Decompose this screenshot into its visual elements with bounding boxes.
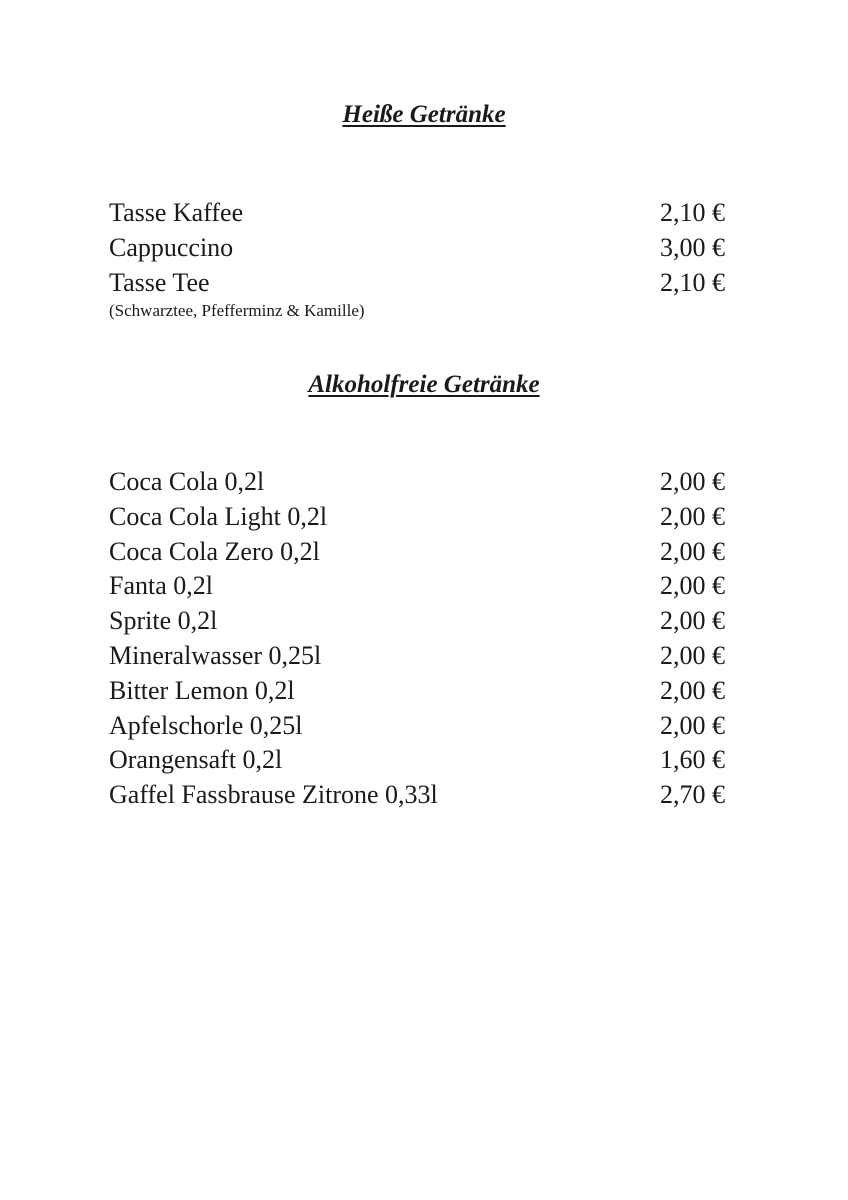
- menu-item-name: Coca Cola Light 0,2l: [109, 501, 328, 531]
- menu-item: [109, 231, 725, 266]
- menu-item-price: 2,10 €: [660, 267, 725, 297]
- menu-item: [109, 535, 725, 570]
- section-title-hot-drinks: Heiße Getränke: [342, 101, 506, 128]
- menu-item-name: Gaffel Fassbrause Zitrone 0,33l: [109, 780, 438, 810]
- menu-item-price: 2,00 €: [660, 640, 725, 670]
- menu-item-price: 1,60 €: [660, 745, 725, 775]
- menu-item-name: Coca Cola Zero 0,2l: [109, 536, 320, 566]
- tea-varieties-note: (Schwarztee, Pfefferminz & Kamille): [109, 301, 365, 320]
- menu-item-price: 2,00 €: [660, 675, 725, 705]
- menu-item-price: 2,00 €: [660, 710, 725, 740]
- menu-item-name: Coca Cola 0,2l: [109, 467, 265, 496]
- menu-item-name: Fanta 0,2l: [109, 571, 213, 601]
- menu-item: [109, 465, 725, 500]
- menu-item-name: Mineralwasser 0,25l: [109, 640, 322, 670]
- menu-item-name: Sprite 0,2l: [109, 606, 218, 636]
- menu-item-name: Bitter Lemon 0,2l: [109, 675, 295, 705]
- menu-item-name: Apfelschorle 0,25l: [109, 710, 303, 740]
- menu-item-price: 3,00 €: [660, 232, 725, 262]
- menu-item-name: Tasse Kaffee: [109, 198, 244, 227]
- menu-item-name: Cappuccino: [109, 232, 234, 262]
- menu-item-price: 2,00 €: [660, 606, 725, 636]
- menu-item-price: 2,00 €: [660, 571, 725, 601]
- menu-item: [109, 604, 725, 639]
- menu-item: [109, 709, 725, 744]
- section-title-soft-drinks: Alkoholfreie Getränke: [308, 371, 540, 398]
- menu-item: [109, 500, 725, 535]
- menu-item: [109, 674, 725, 709]
- menu-item-price: 2,00 €: [660, 467, 725, 496]
- menu-item-price: 2,10 €: [660, 198, 725, 227]
- menu-item: [109, 266, 725, 301]
- menu-item: [109, 778, 725, 813]
- menu-item-price: 2,00 €: [660, 501, 725, 531]
- menu-item: [109, 196, 725, 231]
- menu-item-price: 2,70 €: [660, 780, 725, 810]
- menu-item-name: Orangensaft 0,2l: [109, 745, 283, 775]
- menu-item: [109, 743, 725, 778]
- menu-item: [109, 569, 725, 604]
- soft-drinks-list: [109, 465, 725, 813]
- hot-drinks-list: [109, 196, 725, 300]
- menu-item: [109, 639, 725, 674]
- menu-item-name: Tasse Tee: [109, 267, 210, 297]
- menu-item-price: 2,00 €: [660, 536, 725, 566]
